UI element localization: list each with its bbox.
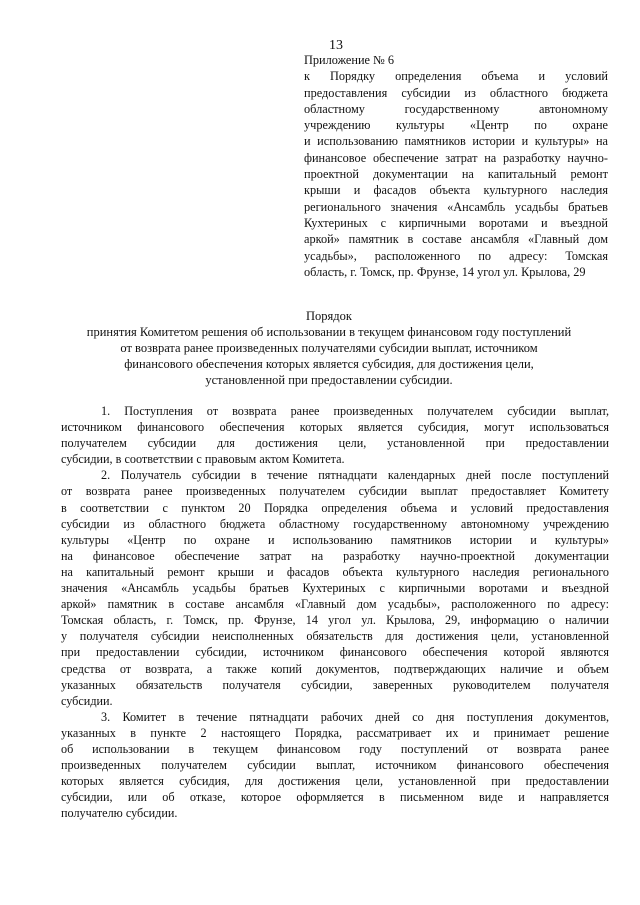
title-line: установленной при предоставлении субсидии. xyxy=(205,373,453,387)
body-line: Томская область, г. Томск, пр. Фрунзе, 14 угол ул. Крылова, 29, информацию о наличии xyxy=(61,613,609,628)
body-line: средства от возврата, а также копий документов, подтверждающих наличие и объем xyxy=(61,661,609,676)
paragraph-2 xyxy=(61,467,609,708)
body-line: субсидии из областного бюджета областному государственному автономному учреждению xyxy=(61,516,609,531)
body-line: на финансовое обеспечение затрат на разработку научно-проектной документации xyxy=(61,548,609,563)
appendix-line: аркой» памятник в составе ансамбля «Главный дом xyxy=(304,232,608,247)
title-line: принятия Комитетом решения об использовании в текущем финансовом году поступлений xyxy=(86,325,572,339)
appendix-line: регионального значения «Ансамбль усадьбы братьев xyxy=(304,199,608,214)
appendix-line: и использованию памятников истории и культуры» на xyxy=(304,134,608,149)
appendix-line: областному государственному автономному xyxy=(304,101,608,116)
body-line: у получателя субсидии неисполненных обязательств для достижения цели, установленной xyxy=(61,629,609,644)
document-body xyxy=(61,403,609,821)
body-line: на капитальный ремонт крыши и фасадов объекта культурного наследия регионального xyxy=(61,564,609,579)
body-line: субсидии, или об отказе, которое оформляется в письменном виде и направляется xyxy=(61,790,609,805)
body-line: 3. Комитет в течение пятнадцати рабочих дней со дня поступления документов, xyxy=(101,709,609,724)
appendix-header xyxy=(304,52,608,280)
title-line: финансового обеспечения которых является субсидия, для достижения цели, xyxy=(124,357,534,371)
body-line: в соответствии с пунктом 20 Порядка определения объема и условий предоставления xyxy=(61,500,609,515)
appendix-line: финансовое обеспечение затрат на разработку научно- xyxy=(304,150,608,165)
body-line: субсидии. xyxy=(61,693,113,708)
body-line: от возврата ранее произведенных получателем субсидии выплат предоставляет Комитету xyxy=(61,484,609,499)
body-line: при предоставлении субсидии, источником финансового обеспечения которой являются xyxy=(61,645,609,660)
appendix-line: учреждению культуры «Центр по охране xyxy=(304,118,608,133)
appendix-line: крыши и фасадов объекта культурного наследия xyxy=(304,183,608,198)
appendix-line: Кухтериных с кирпичными воротами и въездной xyxy=(304,215,608,230)
body-line: субсидии, в соответствии с правовым актом Комитета. xyxy=(61,452,345,467)
title-line: от возврата ранее произведенных получателями субсидии выплат, источником xyxy=(120,341,538,355)
appendix-line: область, г. Томск, пр. Фрунзе, 14 угол ул. Крылова, 29 xyxy=(304,264,586,279)
body-line: культуры «Центр по охране и использованию памятников истории и культуры» xyxy=(61,532,609,547)
body-line: произведенных получателем субсидии выплат, источником финансового обеспечения xyxy=(61,758,609,773)
body-line: аркой» памятник в составе ансамбля «Главный дом усадьбы», расположенного по адресу: xyxy=(61,597,609,612)
body-line: указанных обязательств получателя субсидии, заверенных руководителем получателя xyxy=(61,677,609,692)
appendix-line: предоставления субсидии из областного бюджета xyxy=(304,85,608,100)
appendix-line: проектной документации на капитальный ремонт xyxy=(304,167,608,182)
appendix-title: Приложение № 6 xyxy=(304,53,395,67)
body-line: 2. Получатель субсидии в течение пятнадцати календарных дней после поступлений xyxy=(101,468,609,483)
body-line: которых является субсидия, для достижения цели, установленной при предоставлении xyxy=(61,774,609,789)
body-line: источником финансового обеспечения которых является субсидия, могут использоваться xyxy=(61,420,609,435)
appendix-line: к Порядку определения объема и условий xyxy=(304,69,608,84)
page-number: 13 xyxy=(329,38,343,53)
appendix-line: усадьбы», расположенного по адресу: Томская xyxy=(304,248,608,263)
body-line: значения «Ансамбль усадьбы братьев Кухтериных с кирпичными воротами и въездной xyxy=(61,581,609,596)
body-line: 1. Поступления от возврата ранее произведенных получателем субсидии выплат, xyxy=(101,404,609,418)
body-line: указанных в пункте 2 настоящего Порядка, рассматривает их и принимает решение xyxy=(61,725,609,740)
paragraph-1 xyxy=(61,403,609,467)
body-line: получателю субсидии. xyxy=(61,806,178,821)
document-title xyxy=(40,308,618,388)
title-heading: Порядок xyxy=(306,309,352,323)
paragraph-3 xyxy=(61,709,609,822)
body-line: об использовании в текущем финансовом году поступлений от возврата ранее xyxy=(61,741,609,756)
body-line: получателем субсидии для достижения цели, установленной при предоставлении xyxy=(61,436,609,451)
